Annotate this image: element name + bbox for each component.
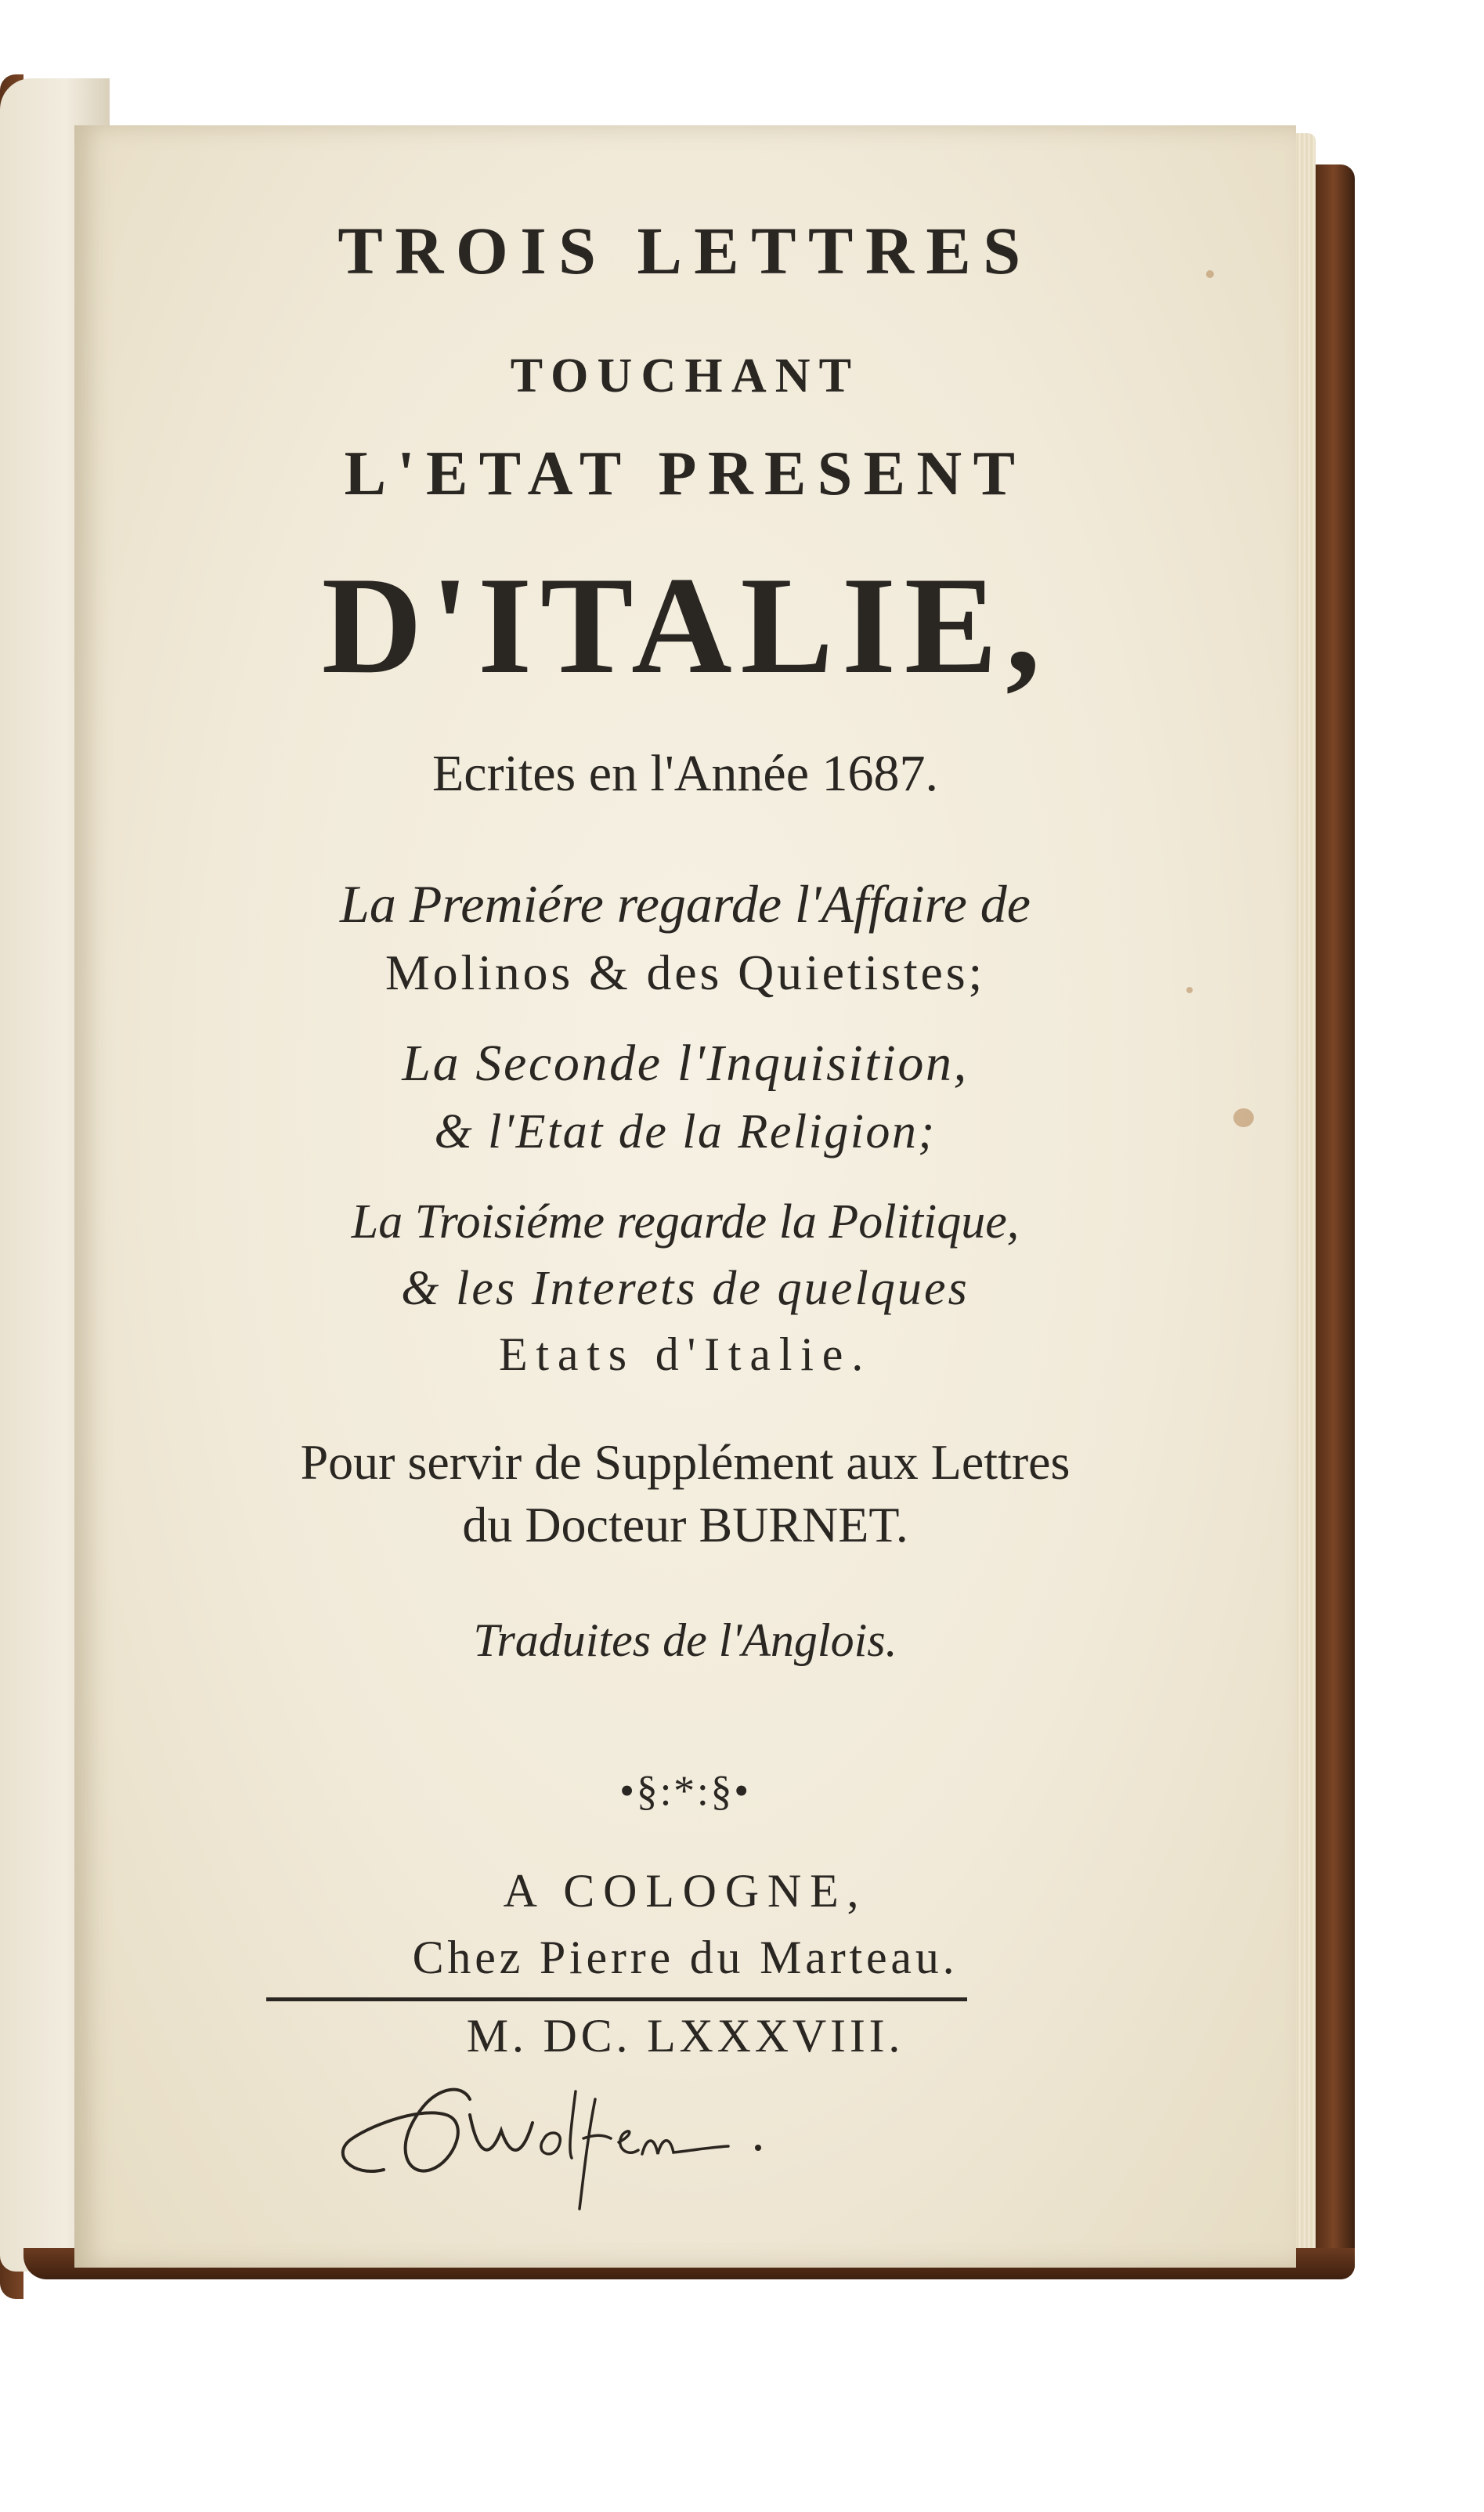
third-letter-line-1: La Troisiéme regarde la Politique, [351,1195,1020,1249]
title-line-2: TOUCHANT [510,349,861,403]
title-main: D'ITALIE, [321,548,1049,703]
translation-note: Traduites de l'Anglois. [473,1614,897,1666]
imprint-year: M. DC. LXXXVIII. [466,2010,904,2062]
handwritten-signature [321,2060,791,2217]
imprint-place: A COLOGNE, [503,1865,868,1917]
imprint-rule [266,1997,967,2001]
printer-ornament: •§:*:§• [619,1767,751,1814]
date-line: Ecrites en l'Année 1687. [431,745,938,802]
title-line-3: L'ETAT PRESENT [344,439,1027,508]
title-line-1: TROIS LETTRES [338,213,1033,288]
second-letter-line-2: & l'Etat de la Religion; [434,1105,937,1158]
first-letter-line-1: La Premiére regarde l'Affaire de [340,874,1031,934]
first-letter-line-2: Molinos & des Quietistes; [385,945,986,1000]
third-letter-line-3: Etats d'Italie. [498,1328,872,1380]
second-letter-line-1: La Seconde l'Inquisition, [402,1035,969,1092]
third-letter-line-2: & les Interets de quelques [401,1262,969,1315]
purpose-line-1: Pour servir de Supplément aux Lettres [300,1434,1071,1490]
imprint-printer: Chez Pierre du Marteau. [412,1932,959,1983]
purpose-line-2: du Docteur BURNET. [462,1497,908,1552]
